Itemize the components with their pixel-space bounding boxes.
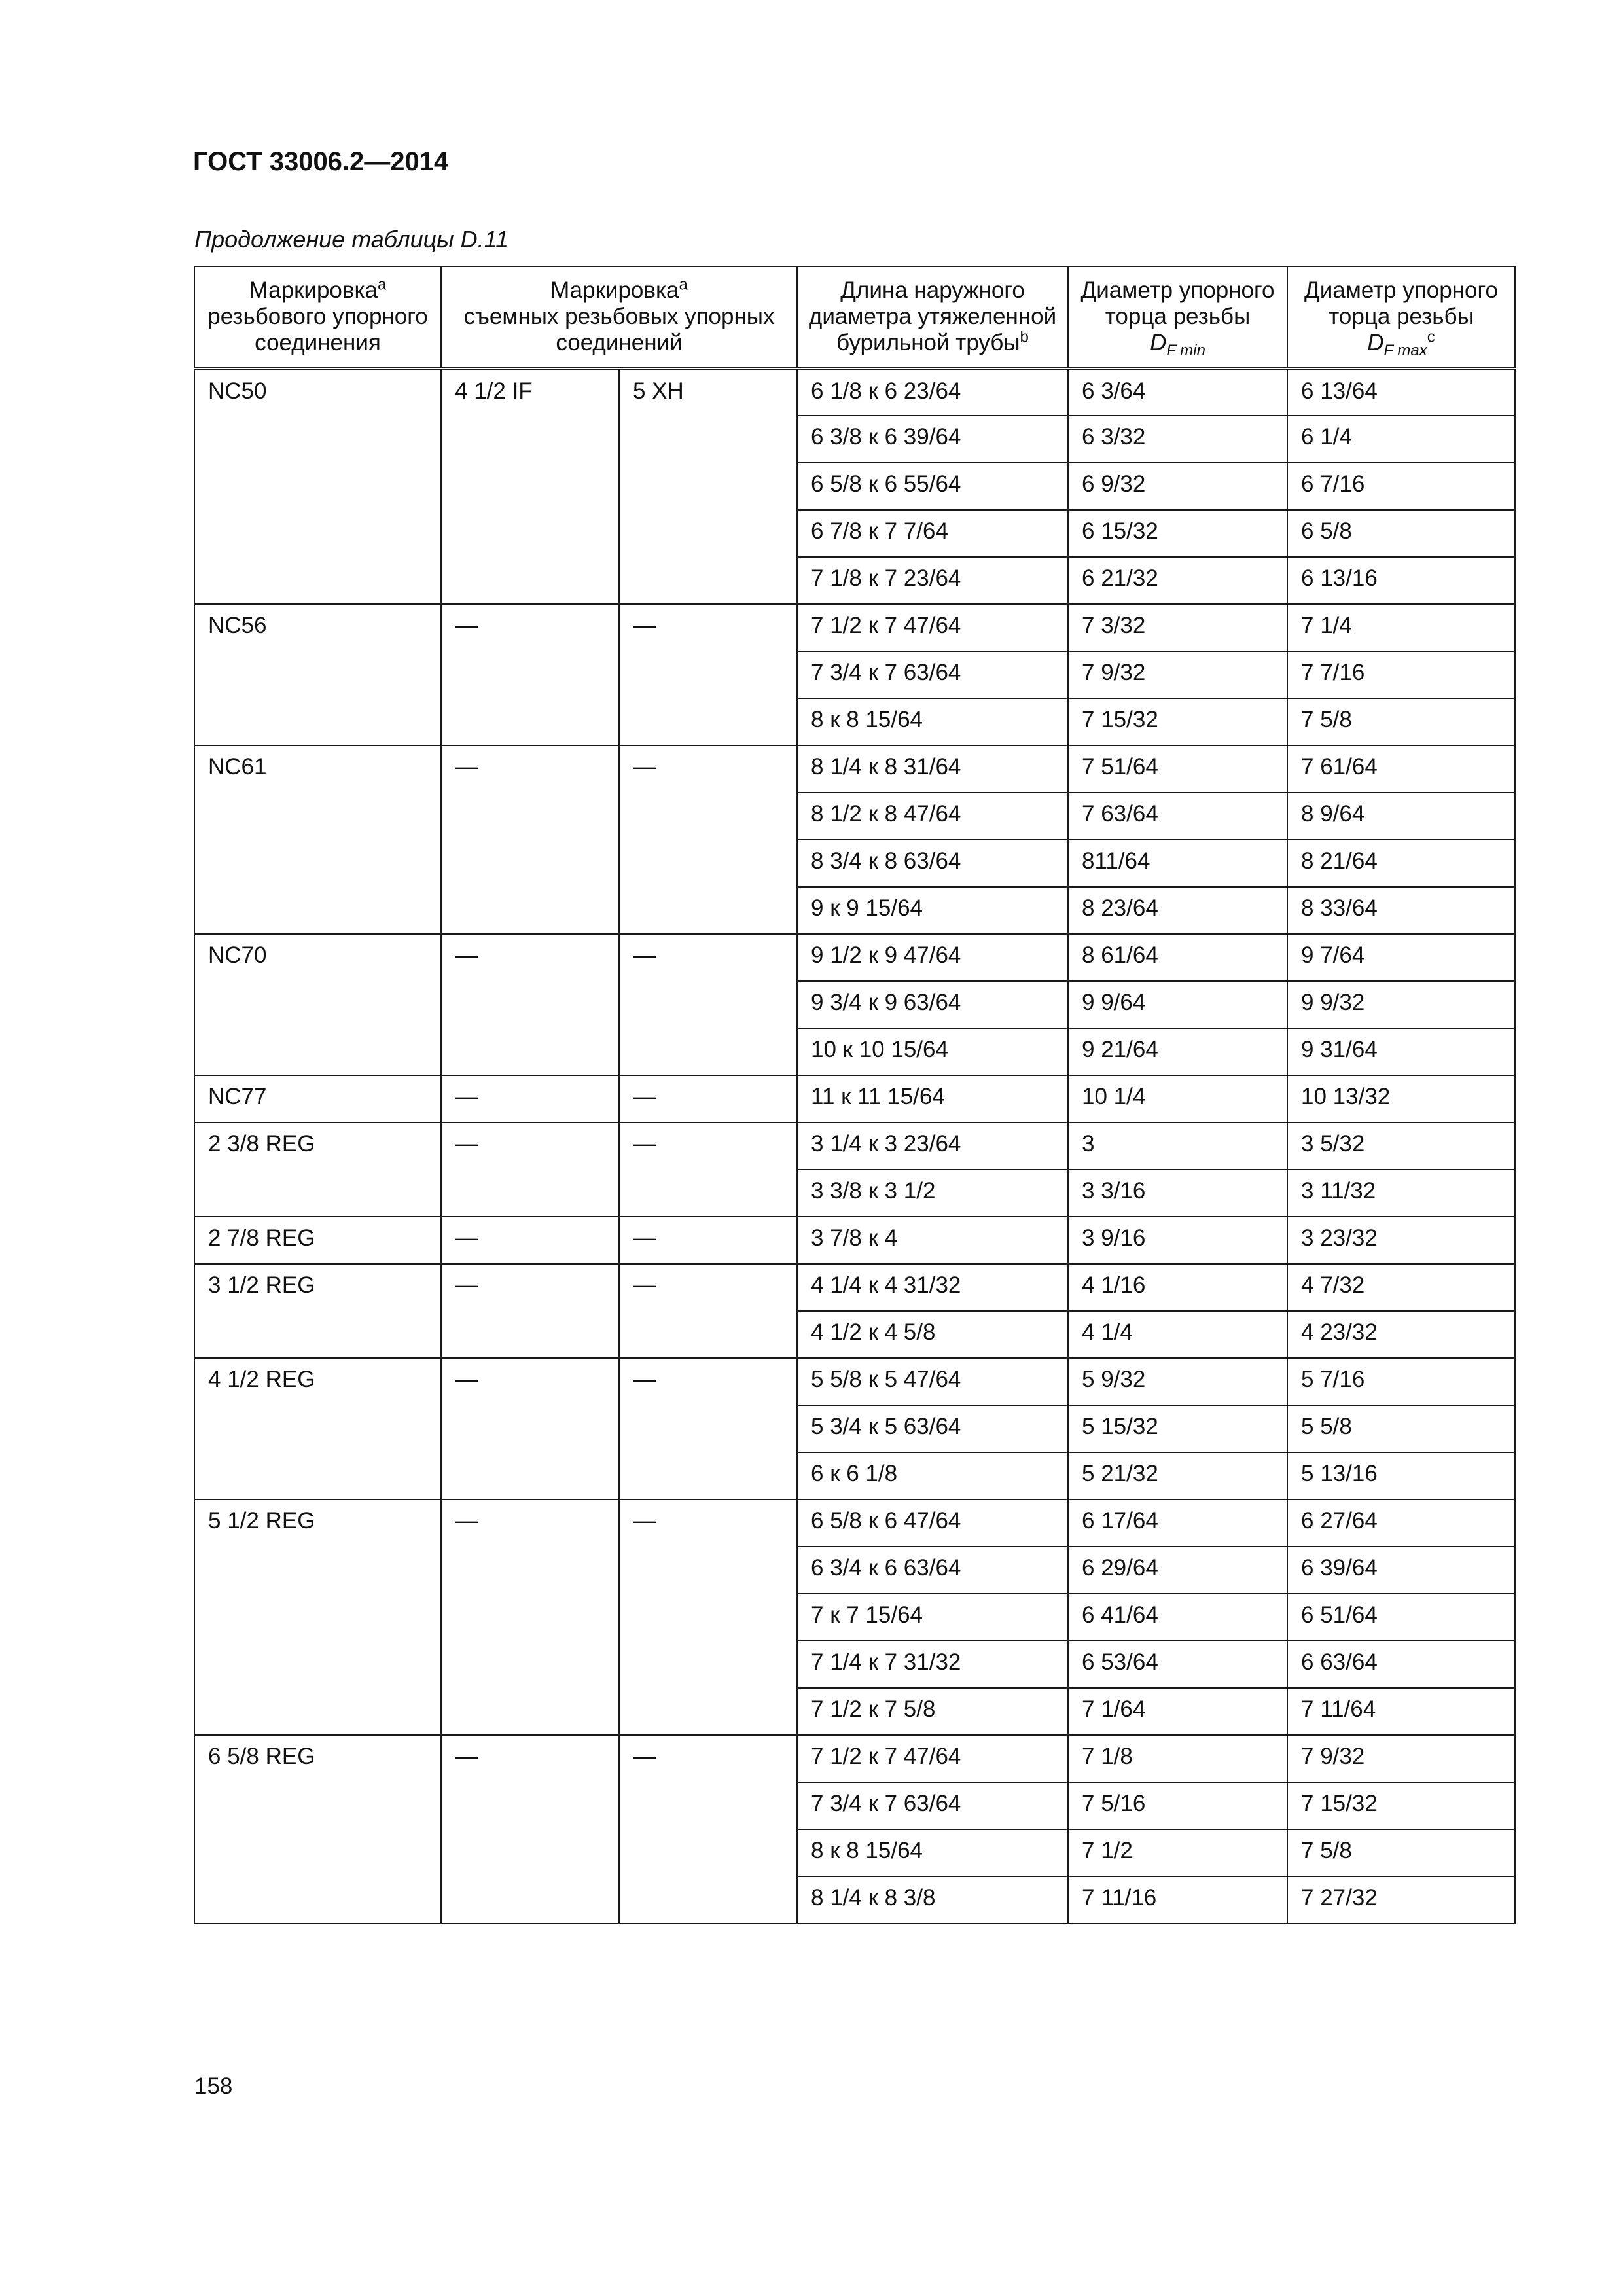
cell-removable-marking-1: 4 1/2 IF	[441, 368, 619, 604]
table-row	[194, 1217, 1515, 1264]
cell-face-diameter-min: 7 5/16	[1068, 1782, 1287, 1829]
cell-face-diameter-min: 6 41/64	[1068, 1594, 1287, 1641]
cell-face-diameter-min: 4 1/16	[1068, 1264, 1287, 1311]
cell-collar-length: 9 3/4 к 9 63/64	[797, 981, 1068, 1028]
cell-removable-marking-1: —	[441, 1358, 619, 1499]
table-row	[194, 1499, 1515, 1547]
cell-thread-marking: NC70	[194, 934, 441, 1075]
cell-face-diameter-max: 6 13/64	[1287, 368, 1515, 416]
cell-face-diameter-min: 7 1/8	[1068, 1735, 1287, 1782]
cell-face-diameter-max: 7 11/64	[1287, 1688, 1515, 1735]
cell-face-diameter-min: 6 9/32	[1068, 463, 1287, 510]
cell-face-diameter-min: 9 21/64	[1068, 1028, 1287, 1075]
cell-collar-length: 7 к 7 15/64	[797, 1594, 1068, 1641]
cell-face-diameter-min: 8 61/64	[1068, 934, 1287, 981]
cell-collar-length: 5 5/8 к 5 47/64	[797, 1358, 1068, 1405]
cell-thread-marking: NC77	[194, 1075, 441, 1122]
cell-face-diameter-min: 6 17/64	[1068, 1499, 1287, 1547]
cell-removable-marking-2: —	[619, 934, 797, 1075]
cell-face-diameter-max: 7 27/32	[1287, 1876, 1515, 1924]
table-row	[194, 934, 1515, 981]
cell-face-diameter-min: 7 1/64	[1068, 1688, 1287, 1735]
cell-face-diameter-min: 7 11/16	[1068, 1876, 1287, 1924]
cell-face-diameter-max: 5 5/8	[1287, 1405, 1515, 1452]
cell-removable-marking-2: —	[619, 1264, 797, 1358]
cell-removable-marking-1: —	[441, 1735, 619, 1924]
cell-thread-marking: 4 1/2 REG	[194, 1358, 441, 1499]
table-row	[194, 1075, 1515, 1122]
data-table	[194, 266, 1516, 1924]
cell-collar-length: 7 1/2 к 7 47/64	[797, 1735, 1068, 1782]
cell-thread-marking: 2 3/8 REG	[194, 1122, 441, 1217]
cell-face-diameter-max: 6 63/64	[1287, 1641, 1515, 1688]
cell-thread-marking: 5 1/2 REG	[194, 1499, 441, 1735]
cell-face-diameter-min: 10 1/4	[1068, 1075, 1287, 1122]
cell-face-diameter-max: 6 51/64	[1287, 1594, 1515, 1641]
table-row	[194, 368, 1515, 416]
cell-collar-length: 6 5/8 к 6 55/64	[797, 463, 1068, 510]
cell-face-diameter-max: 5 13/16	[1287, 1452, 1515, 1499]
table-caption: Продолжение таблицы D.11	[194, 226, 509, 253]
cell-face-diameter-max: 6 39/64	[1287, 1547, 1515, 1594]
cell-face-diameter-min: 3 3/16	[1068, 1170, 1287, 1217]
cell-collar-length: 7 1/8 к 7 23/64	[797, 557, 1068, 604]
cell-face-diameter-max: 7 61/64	[1287, 745, 1515, 793]
cell-removable-marking-2: —	[619, 1499, 797, 1735]
cell-face-diameter-max: 3 11/32	[1287, 1170, 1515, 1217]
cell-face-diameter-max: 6 7/16	[1287, 463, 1515, 510]
table-row	[194, 1122, 1515, 1170]
cell-collar-length: 6 3/4 к 6 63/64	[797, 1547, 1068, 1594]
cell-collar-length: 11 к 11 15/64	[797, 1075, 1068, 1122]
cell-collar-length: 6 к 6 1/8	[797, 1452, 1068, 1499]
cell-collar-length: 9 к 9 15/64	[797, 887, 1068, 934]
cell-collar-length: 7 1/2 к 7 47/64	[797, 604, 1068, 651]
cell-collar-length: 6 7/8 к 7 7/64	[797, 510, 1068, 557]
cell-face-diameter-min: 3	[1068, 1122, 1287, 1170]
cell-face-diameter-max: 4 7/32	[1287, 1264, 1515, 1311]
cell-face-diameter-max: 4 23/32	[1287, 1311, 1515, 1358]
cell-removable-marking-1: —	[441, 1075, 619, 1122]
cell-collar-length: 8 к 8 15/64	[797, 698, 1068, 745]
header-face-diameter-min: Диаметр упорного торца резьбы $D_{F min}$	[1068, 266, 1287, 368]
cell-face-diameter-max: 6 1/4	[1287, 416, 1515, 463]
cell-face-diameter-max: 7 9/32	[1287, 1735, 1515, 1782]
cell-removable-marking-1: —	[441, 604, 619, 745]
cell-face-diameter-min: 6 53/64	[1068, 1641, 1287, 1688]
cell-collar-length: 3 7/8 к 4	[797, 1217, 1068, 1264]
cell-face-diameter-max: 6 5/8	[1287, 510, 1515, 557]
cell-face-diameter-min: 7 15/32	[1068, 698, 1287, 745]
cell-collar-length: 8 1/2 к 8 47/64	[797, 793, 1068, 840]
cell-face-diameter-min: 811/64	[1068, 840, 1287, 887]
cell-removable-marking-2: —	[619, 1358, 797, 1499]
cell-collar-length: 3 1/4 к 3 23/64	[797, 1122, 1068, 1170]
cell-collar-length: 7 1/4 к 7 31/32	[797, 1641, 1068, 1688]
cell-collar-length: 9 1/2 к 9 47/64	[797, 934, 1068, 981]
cell-thread-marking: 6 5/8 REG	[194, 1735, 441, 1924]
header-thread-marking: Маркировка$^a$ резьбового упорного соединения	[194, 266, 441, 368]
cell-collar-length: 7 1/2 к 7 5/8	[797, 1688, 1068, 1735]
cell-removable-marking-2: —	[619, 1217, 797, 1264]
cell-face-diameter-max: 8 21/64	[1287, 840, 1515, 887]
cell-removable-marking-2: —	[619, 604, 797, 745]
header-removable-marking: Маркировка$^a$ съемных резьбовых упорных соединений	[441, 266, 797, 368]
cell-removable-marking-2: 5 XH	[619, 368, 797, 604]
cell-removable-marking-1: —	[441, 1264, 619, 1358]
cell-face-diameter-min: 6 3/32	[1068, 416, 1287, 463]
table-row	[194, 1264, 1515, 1311]
cell-face-diameter-min: 9 9/64	[1068, 981, 1287, 1028]
cell-collar-length: 8 3/4 к 8 63/64	[797, 840, 1068, 887]
table-row	[194, 604, 1515, 651]
cell-face-diameter-max: 8 9/64	[1287, 793, 1515, 840]
cell-collar-length: 4 1/2 к 4 5/8	[797, 1311, 1068, 1358]
cell-collar-length: 8 к 8 15/64	[797, 1829, 1068, 1876]
cell-removable-marking-2: —	[619, 1735, 797, 1924]
cell-face-diameter-max: 7 15/32	[1287, 1782, 1515, 1829]
cell-face-diameter-min: 7 9/32	[1068, 651, 1287, 698]
cell-face-diameter-max: 9 7/64	[1287, 934, 1515, 981]
cell-collar-length: 6 1/8 к 6 23/64	[797, 368, 1068, 416]
cell-face-diameter-min: 7 1/2	[1068, 1829, 1287, 1876]
header-collar-length: Длина наружного диаметра утяжеленной бурильной трубы$^b$	[797, 266, 1068, 368]
document-title: ГОСТ 33006.2—2014	[193, 147, 449, 176]
cell-face-diameter-max: 8 33/64	[1287, 887, 1515, 934]
cell-face-diameter-max: 7 7/16	[1287, 651, 1515, 698]
cell-thread-marking: NC56	[194, 604, 441, 745]
cell-thread-marking: 2 7/8 REG	[194, 1217, 441, 1264]
cell-collar-length: 6 5/8 к 6 47/64	[797, 1499, 1068, 1547]
cell-collar-length: 3 3/8 к 3 1/2	[797, 1170, 1068, 1217]
cell-face-diameter-max: 5 7/16	[1287, 1358, 1515, 1405]
table-row	[194, 1358, 1515, 1405]
cell-face-diameter-min: 8 23/64	[1068, 887, 1287, 934]
cell-face-diameter-min: 6 21/32	[1068, 557, 1287, 604]
cell-face-diameter-max: 7 5/8	[1287, 1829, 1515, 1876]
cell-face-diameter-max: 9 31/64	[1287, 1028, 1515, 1075]
cell-thread-marking: 3 1/2 REG	[194, 1264, 441, 1358]
cell-face-diameter-max: 9 9/32	[1287, 981, 1515, 1028]
table-body	[194, 368, 1515, 1924]
page-number: 158	[194, 2073, 233, 2099]
cell-face-diameter-min: 6 29/64	[1068, 1547, 1287, 1594]
table-row	[194, 745, 1515, 793]
cell-removable-marking-2: —	[619, 1075, 797, 1122]
cell-collar-length: 7 3/4 к 7 63/64	[797, 1782, 1068, 1829]
cell-removable-marking-1: —	[441, 745, 619, 934]
cell-collar-length: 4 1/4 к 4 31/32	[797, 1264, 1068, 1311]
cell-collar-length: 6 3/8 к 6 39/64	[797, 416, 1068, 463]
cell-face-diameter-min: 7 3/32	[1068, 604, 1287, 651]
cell-collar-length: 8 1/4 к 8 3/8	[797, 1876, 1068, 1924]
cell-collar-length: 7 3/4 к 7 63/64	[797, 651, 1068, 698]
cell-collar-length: 10 к 10 15/64	[797, 1028, 1068, 1075]
cell-thread-marking: NC50	[194, 368, 441, 604]
cell-removable-marking-1: —	[441, 934, 619, 1075]
header-face-diameter-max: Диаметр упорного торца резьбы $D_{F max}^c$	[1287, 266, 1515, 368]
cell-face-diameter-min: 6 15/32	[1068, 510, 1287, 557]
cell-face-diameter-min: 5 15/32	[1068, 1405, 1287, 1452]
cell-face-diameter-min: 7 51/64	[1068, 745, 1287, 793]
cell-face-diameter-min: 5 21/32	[1068, 1452, 1287, 1499]
cell-face-diameter-max: 6 13/16	[1287, 557, 1515, 604]
cell-thread-marking: NC61	[194, 745, 441, 934]
table-header-row	[194, 266, 1515, 368]
cell-face-diameter-max: 6 27/64	[1287, 1499, 1515, 1547]
cell-collar-length: 8 1/4 к 8 31/64	[797, 745, 1068, 793]
cell-face-diameter-max: 3 5/32	[1287, 1122, 1515, 1170]
cell-removable-marking-2: —	[619, 745, 797, 934]
cell-collar-length: 5 3/4 к 5 63/64	[797, 1405, 1068, 1452]
cell-removable-marking-1: —	[441, 1499, 619, 1735]
cell-face-diameter-min: 3 9/16	[1068, 1217, 1287, 1264]
cell-face-diameter-max: 7 5/8	[1287, 698, 1515, 745]
cell-face-diameter-max: 10 13/32	[1287, 1075, 1515, 1122]
table-row	[194, 1735, 1515, 1782]
cell-face-diameter-min: 4 1/4	[1068, 1311, 1287, 1358]
cell-face-diameter-min: 5 9/32	[1068, 1358, 1287, 1405]
cell-face-diameter-min: 6 3/64	[1068, 368, 1287, 416]
cell-face-diameter-max: 7 1/4	[1287, 604, 1515, 651]
cell-face-diameter-min: 7 63/64	[1068, 793, 1287, 840]
cell-removable-marking-1: —	[441, 1217, 619, 1264]
cell-face-diameter-max: 3 23/32	[1287, 1217, 1515, 1264]
cell-removable-marking-2: —	[619, 1122, 797, 1217]
cell-removable-marking-1: —	[441, 1122, 619, 1217]
